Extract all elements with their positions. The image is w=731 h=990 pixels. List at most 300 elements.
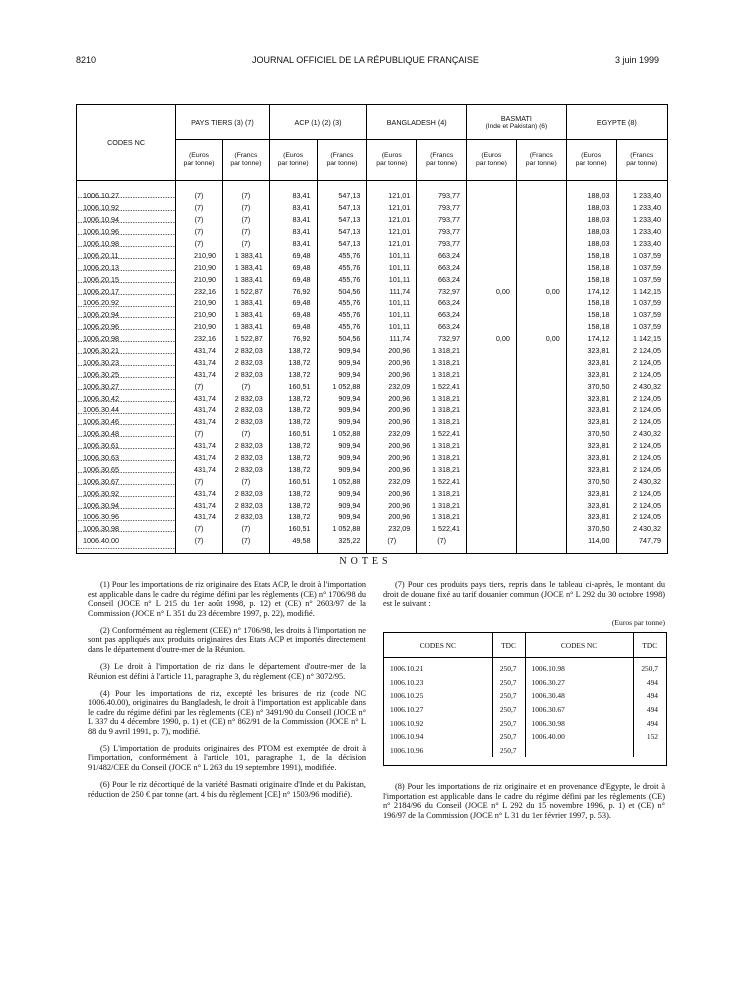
table-row: [77, 261, 667, 273]
value-cell: 793,77: [417, 214, 467, 226]
value-cell: 431,74: [176, 463, 223, 475]
value-cell: 160,51: [269, 380, 317, 392]
value-cell: 909,94: [317, 452, 367, 464]
basmati-title: BASMATI: [500, 114, 532, 123]
value-cell: 2 832,03: [222, 345, 269, 357]
value-cell: [467, 511, 517, 523]
table-row: [77, 463, 667, 475]
value-cell: 547,13: [317, 181, 367, 202]
import-duty-table: [76, 104, 668, 554]
value-cell: 663,24: [417, 261, 467, 273]
tdc-code-cell: 1006.30.67: [525, 703, 633, 717]
value-cell: 455,76: [317, 321, 367, 333]
value-cell: 101,11: [367, 297, 417, 309]
value-cell: (7): [222, 428, 269, 440]
value-cell: 69,48: [269, 249, 317, 261]
value-cell: [516, 392, 566, 404]
value-cell: [467, 535, 517, 553]
table-row: [77, 297, 667, 309]
value-cell: 1 318,21: [417, 463, 467, 475]
value-cell: 200,96: [367, 392, 417, 404]
value-cell: 431,74: [176, 440, 223, 452]
codes-nc-cell: 1006.30.63: [77, 452, 176, 464]
value-cell: 1 037,59: [616, 273, 667, 285]
value-cell: [516, 428, 566, 440]
value-cell: 909,94: [317, 404, 367, 416]
value-cell: [467, 487, 517, 499]
value-cell: (7): [176, 380, 223, 392]
value-cell: 2 430,32: [616, 523, 667, 535]
value-cell: [516, 226, 566, 238]
value-cell: 909,94: [317, 511, 367, 523]
table-row: [77, 333, 667, 345]
value-cell: 323,81: [566, 368, 616, 380]
tdc-code-cell: [525, 744, 633, 758]
value-cell: 1 318,21: [417, 511, 467, 523]
value-cell: [516, 487, 566, 499]
tdc-value-cell: 494: [633, 703, 666, 717]
value-cell: (7): [176, 475, 223, 487]
value-cell: 121,01: [367, 238, 417, 250]
value-cell: 1 522,87: [222, 285, 269, 297]
tdc-code-cell: 1006.10.92: [390, 718, 424, 728]
value-cell: [467, 475, 517, 487]
value-cell: 2 832,03: [222, 356, 269, 368]
value-cell: 663,24: [417, 273, 467, 285]
value-cell: 200,96: [367, 499, 417, 511]
unit-header-euros: [367, 140, 417, 181]
unit-label: (Euros: [283, 151, 304, 159]
table-body: [77, 181, 667, 553]
value-cell: [516, 214, 566, 226]
tdc-codes-header: CODES NC: [384, 633, 492, 658]
note-4: (4) Pour les importations de riz, excepté les brisures de riz (code NC 1006.40.00), originaires du Bangladesh, le droit à l'importation est applicable dans le cadre du régime défini par les règlements (CE) n° 3491/90 du Conseil (JOCE n° L 337 du 4 décembre 1990, p. 1) et (CE) n° 862/91 de la Commission (JOCE n° L 88 du 9 avril 1991, p. 7), modifié.: [88, 688, 366, 736]
tdc-header: TDC: [633, 633, 666, 658]
table-row: [77, 368, 667, 380]
value-cell: 138,72: [269, 452, 317, 464]
value-cell: 138,72: [269, 392, 317, 404]
value-cell: 663,24: [417, 249, 467, 261]
unit-label: par tonne): [326, 160, 358, 167]
value-cell: [516, 511, 566, 523]
value-cell: 138,72: [269, 404, 317, 416]
table-row: [77, 487, 667, 499]
value-cell: 200,96: [367, 463, 417, 475]
value-cell: 370,50: [566, 475, 616, 487]
table-row: [77, 392, 667, 404]
table-row: [77, 356, 667, 368]
value-cell: 1 522,41: [417, 523, 467, 535]
value-cell: 504,56: [317, 333, 367, 345]
value-cell: 747,79: [616, 535, 667, 553]
value-cell: 431,74: [176, 356, 223, 368]
tdc-header: TDC: [492, 633, 525, 658]
value-cell: 2 124,05: [616, 440, 667, 452]
codes-nc-cell: 1006.10.92: [77, 202, 176, 214]
value-cell: 431,74: [176, 345, 223, 357]
issue-date: 3 juin 1999: [614, 55, 659, 65]
value-cell: 232,16: [176, 285, 223, 297]
value-cell: 1 037,59: [616, 321, 667, 333]
value-cell: 69,48: [269, 321, 317, 333]
value-cell: 158,18: [566, 249, 616, 261]
value-cell: [467, 380, 517, 392]
value-cell: [467, 202, 517, 214]
value-cell: [467, 226, 517, 238]
value-cell: 160,51: [269, 523, 317, 535]
value-cell: 1 383,41: [222, 321, 269, 333]
value-cell: (7): [222, 238, 269, 250]
tdc-value-cell: 250,7: [492, 689, 525, 703]
tdc-value-cell: [633, 744, 666, 758]
tdc-code-cell: 1006.30.27: [525, 676, 633, 690]
value-cell: 138,72: [269, 440, 317, 452]
tdc-value-cell: 250,7: [492, 730, 525, 744]
unit-label: (Euros: [481, 151, 502, 159]
value-cell: 1 383,41: [222, 249, 269, 261]
value-cell: [516, 499, 566, 511]
value-cell: 909,94: [317, 416, 367, 428]
codes-nc-cell: 1006.30.65: [77, 463, 176, 475]
tdc-value-cell: 250,7: [633, 658, 666, 676]
value-cell: (7): [222, 380, 269, 392]
tdc-code-cell: 1006.30.48: [525, 689, 633, 703]
value-cell: [516, 238, 566, 250]
value-cell: 232,09: [367, 523, 417, 535]
value-cell: 793,77: [417, 181, 467, 202]
notes-title: NOTES: [339, 556, 392, 567]
value-cell: (7): [176, 535, 223, 553]
unit-label: (Francs: [630, 151, 654, 159]
value-cell: 793,77: [417, 238, 467, 250]
value-cell: 323,81: [566, 440, 616, 452]
value-cell: (7): [222, 214, 269, 226]
unit-label: par tonne): [376, 160, 408, 167]
unit-label: (Euros: [381, 151, 402, 159]
unit-header-francs: [222, 140, 269, 181]
value-cell: 793,77: [417, 226, 467, 238]
unit-label: par tonne): [230, 160, 262, 167]
value-cell: 323,81: [566, 392, 616, 404]
value-cell: 101,11: [367, 273, 417, 285]
codes-nc-cell: 1006.30.98: [77, 523, 176, 535]
value-cell: [467, 356, 517, 368]
value-cell: 2 124,05: [616, 345, 667, 357]
value-cell: 1 318,21: [417, 356, 467, 368]
value-cell: [467, 261, 517, 273]
value-cell: 2 124,05: [616, 368, 667, 380]
value-cell: [516, 452, 566, 464]
note-1: (1) Pour les importations de riz originaire des Etats ACP, le droit à l'importation est applicable dans le cadre du régime défini par les règlements (CE) n° 1706/98 du Conseil (JOCE n° L 215 du 1er août 1998, p. 12) et (CE) n° 2603/97 de la Commission (JOCE n° L 351 du 23 décembre 1997, p. 22), modifié.: [88, 580, 366, 618]
value-cell: (7): [222, 181, 269, 202]
unit-label: (Francs: [330, 151, 354, 159]
tdc-value-cell: 494: [633, 716, 666, 730]
value-cell: [467, 321, 517, 333]
value-cell: 431,74: [176, 404, 223, 416]
value-cell: [467, 499, 517, 511]
tdc-row: [384, 703, 666, 717]
table-row: [77, 321, 667, 333]
value-cell: 232,16: [176, 333, 223, 345]
value-cell: [516, 475, 566, 487]
value-cell: 1 383,41: [222, 309, 269, 321]
value-cell: 0,00: [467, 333, 517, 345]
table-row: [77, 511, 667, 523]
codes-nc-cell: 1006.20.13: [77, 261, 176, 273]
tdc-value-cell: 250,7: [492, 703, 525, 717]
value-cell: 210,90: [176, 321, 223, 333]
codes-nc-cell: 1006.10.98: [77, 238, 176, 250]
unit-header-euros: [566, 140, 616, 181]
tdc-unit-label: (Euros par tonne): [611, 618, 665, 627]
tdc-row: [384, 716, 666, 730]
value-cell: 732,97: [417, 285, 467, 297]
tdc-value-cell: 250,7: [492, 716, 525, 730]
note-6: (6) Pour le riz décortiqué de la variété Basmati originaire d'Inde et du Pakistan, réduction de 250 € par tonne (art. 4 bis du règlement [CE] n° 1503/96 modifié).: [88, 780, 366, 799]
value-cell: 1 318,21: [417, 452, 467, 464]
value-cell: 1 522,41: [417, 380, 467, 392]
value-cell: 121,01: [367, 202, 417, 214]
value-cell: 323,81: [566, 404, 616, 416]
codes-nc-cell: 1006.30.23: [77, 356, 176, 368]
codes-nc-cell: 1006.20.92: [77, 297, 176, 309]
codes-nc-cell: 1006.30.48: [77, 428, 176, 440]
group-header-acp: ACP (1) (2) (3): [269, 105, 367, 140]
tdc-codes-header: CODES NC: [525, 633, 633, 658]
codes-nc-cell: 1006.20.98: [77, 333, 176, 345]
value-cell: 2 832,03: [222, 499, 269, 511]
value-cell: 138,72: [269, 499, 317, 511]
value-cell: 200,96: [367, 404, 417, 416]
table-row: [77, 535, 667, 553]
value-cell: [467, 416, 517, 428]
tdc-body: [384, 658, 666, 758]
unit-label: par tonne): [626, 160, 658, 167]
unit-label: par tonne): [277, 160, 309, 167]
value-cell: 323,81: [566, 499, 616, 511]
value-cell: (7): [176, 181, 223, 202]
value-cell: 2 124,05: [616, 392, 667, 404]
value-cell: 909,94: [317, 463, 367, 475]
value-cell: 232,09: [367, 428, 417, 440]
value-cell: 2 832,03: [222, 368, 269, 380]
value-cell: 323,81: [566, 416, 616, 428]
unit-label: par tonne): [426, 160, 458, 167]
value-cell: 210,90: [176, 297, 223, 309]
value-cell: 1 037,59: [616, 309, 667, 321]
table-row: [77, 345, 667, 357]
codes-nc-cell: 1006.40.00: [77, 535, 176, 553]
codes-nc-cell: 1006.30.67: [77, 475, 176, 487]
table-row: [77, 309, 667, 321]
tdc-value-cell: 250,7: [492, 676, 525, 690]
value-cell: [516, 321, 566, 333]
value-cell: [467, 345, 517, 357]
value-cell: 160,51: [269, 428, 317, 440]
value-cell: 1 052,88: [317, 475, 367, 487]
value-cell: (7): [367, 535, 417, 553]
value-cell: 2 430,32: [616, 428, 667, 440]
codes-nc-cell: 1006.10.96: [77, 226, 176, 238]
value-cell: 114,00: [566, 535, 616, 553]
value-cell: 1 233,40: [616, 181, 667, 202]
tdc-code-cell: 1006.40.00: [525, 730, 633, 744]
value-cell: 2 124,05: [616, 463, 667, 475]
codes-nc-cell: 1006.30.94: [77, 499, 176, 511]
value-cell: 76,92: [269, 285, 317, 297]
unit-label: (Francs: [234, 151, 258, 159]
value-cell: 325,22: [317, 535, 367, 553]
codes-nc-cell: 1006.30.96: [77, 511, 176, 523]
value-cell: 69,48: [269, 297, 317, 309]
value-cell: [467, 273, 517, 285]
value-cell: 2 124,05: [616, 452, 667, 464]
value-cell: 1 037,59: [616, 261, 667, 273]
value-cell: 663,24: [417, 309, 467, 321]
value-cell: 547,13: [317, 238, 367, 250]
value-cell: 455,76: [317, 297, 367, 309]
value-cell: 663,24: [417, 321, 467, 333]
tdc-code-cell: 1006.10.25: [390, 691, 424, 701]
value-cell: 160,51: [269, 475, 317, 487]
value-cell: 2 430,32: [616, 475, 667, 487]
tdc-row: [384, 744, 666, 758]
value-cell: (7): [176, 214, 223, 226]
value-cell: 2 124,05: [616, 356, 667, 368]
value-cell: 1 233,40: [616, 202, 667, 214]
unit-header-euros: [176, 140, 223, 181]
value-cell: 111,74: [367, 333, 417, 345]
tdc-code-cell: 1006.10.96: [390, 745, 424, 755]
value-cell: 83,41: [269, 238, 317, 250]
value-cell: 431,74: [176, 416, 223, 428]
unit-label: (Francs: [430, 151, 454, 159]
value-cell: 158,18: [566, 297, 616, 309]
table-row: [77, 273, 667, 285]
value-cell: (7): [176, 523, 223, 535]
value-cell: 732,97: [417, 333, 467, 345]
value-cell: 138,72: [269, 463, 317, 475]
value-cell: [516, 261, 566, 273]
table-row: [77, 202, 667, 214]
value-cell: [516, 202, 566, 214]
tdc-row: [384, 689, 666, 703]
unit-label: par tonne): [525, 160, 557, 167]
value-cell: [516, 440, 566, 452]
value-cell: (7): [222, 226, 269, 238]
value-cell: 431,74: [176, 487, 223, 499]
tdc-code-cell: 1006.10.27: [390, 705, 424, 715]
value-cell: (7): [176, 202, 223, 214]
tdc-row: [384, 676, 666, 690]
value-cell: 1 383,41: [222, 261, 269, 273]
codes-nc-cell: 1006.30.44: [77, 404, 176, 416]
value-cell: 174,12: [566, 285, 616, 297]
value-cell: (7): [222, 535, 269, 553]
value-cell: (7): [176, 226, 223, 238]
value-cell: [467, 452, 517, 464]
codes-nc-cell: 1006.20.15: [77, 273, 176, 285]
tdc-value-cell: 494: [633, 676, 666, 690]
value-cell: 210,90: [176, 261, 223, 273]
value-cell: 138,72: [269, 487, 317, 499]
value-cell: 83,41: [269, 226, 317, 238]
value-cell: [467, 238, 517, 250]
value-cell: 0,00: [467, 285, 517, 297]
table-row: [77, 226, 667, 238]
table-row: [77, 416, 667, 428]
table-row: [77, 249, 667, 261]
tdc-value-cell: 152: [633, 730, 666, 744]
value-cell: 1 233,40: [616, 214, 667, 226]
value-cell: [467, 428, 517, 440]
group-header-bangladesh: BANGLADESH (4): [367, 105, 467, 140]
unit-label: (Euros: [189, 151, 210, 159]
value-cell: [516, 416, 566, 428]
value-cell: 1 318,21: [417, 404, 467, 416]
unit-header-euros: [269, 140, 317, 181]
table-row: [77, 428, 667, 440]
codes-nc-header: CODES NC: [77, 105, 176, 181]
value-cell: 2 832,03: [222, 511, 269, 523]
value-cell: 83,41: [269, 202, 317, 214]
unit-header-francs: [516, 140, 566, 181]
value-cell: 431,74: [176, 368, 223, 380]
value-cell: 200,96: [367, 440, 417, 452]
group-header-pays-tiers: PAYS TIERS (3) (7): [176, 105, 270, 140]
value-cell: 1 318,21: [417, 487, 467, 499]
value-cell: 232,09: [367, 475, 417, 487]
value-cell: [467, 523, 517, 535]
value-cell: 1 142,15: [616, 285, 667, 297]
value-cell: 158,18: [566, 261, 616, 273]
value-cell: 547,13: [317, 214, 367, 226]
value-cell: 200,96: [367, 452, 417, 464]
value-cell: 210,90: [176, 273, 223, 285]
value-cell: 2 124,05: [616, 499, 667, 511]
value-cell: 504,56: [317, 285, 367, 297]
value-cell: [467, 249, 517, 261]
value-cell: 2 832,03: [222, 440, 269, 452]
value-cell: 431,74: [176, 392, 223, 404]
value-cell: 101,11: [367, 321, 417, 333]
value-cell: 158,18: [566, 309, 616, 321]
value-cell: 2 124,05: [616, 404, 667, 416]
page-number: 8210: [76, 55, 97, 65]
value-cell: 1 522,41: [417, 428, 467, 440]
tdc-row: [384, 658, 666, 676]
value-cell: [516, 463, 566, 475]
value-cell: 909,94: [317, 440, 367, 452]
value-cell: 138,72: [269, 356, 317, 368]
value-cell: 909,94: [317, 487, 367, 499]
value-cell: 455,76: [317, 273, 367, 285]
value-cell: [516, 181, 566, 202]
codes-nc-cell: 1006.20.96: [77, 321, 176, 333]
note-2: (2) Conformément au règlement (CEE) n° 1706/98, les droits à l'importation ne sont pas appliqués aux produits originaires des Etats ACP et importés directement dans le département d'outre-mer de la Réunion.: [88, 625, 366, 654]
value-cell: 174,12: [566, 333, 616, 345]
value-cell: [516, 523, 566, 535]
value-cell: 323,81: [566, 487, 616, 499]
value-cell: 69,48: [269, 309, 317, 321]
value-cell: 909,94: [317, 345, 367, 357]
value-cell: 0,00: [516, 285, 566, 297]
unit-label: (Francs: [529, 151, 553, 159]
value-cell: 2 124,05: [616, 487, 667, 499]
value-cell: 121,01: [367, 226, 417, 238]
value-cell: 431,74: [176, 452, 223, 464]
value-cell: 1 522,87: [222, 333, 269, 345]
